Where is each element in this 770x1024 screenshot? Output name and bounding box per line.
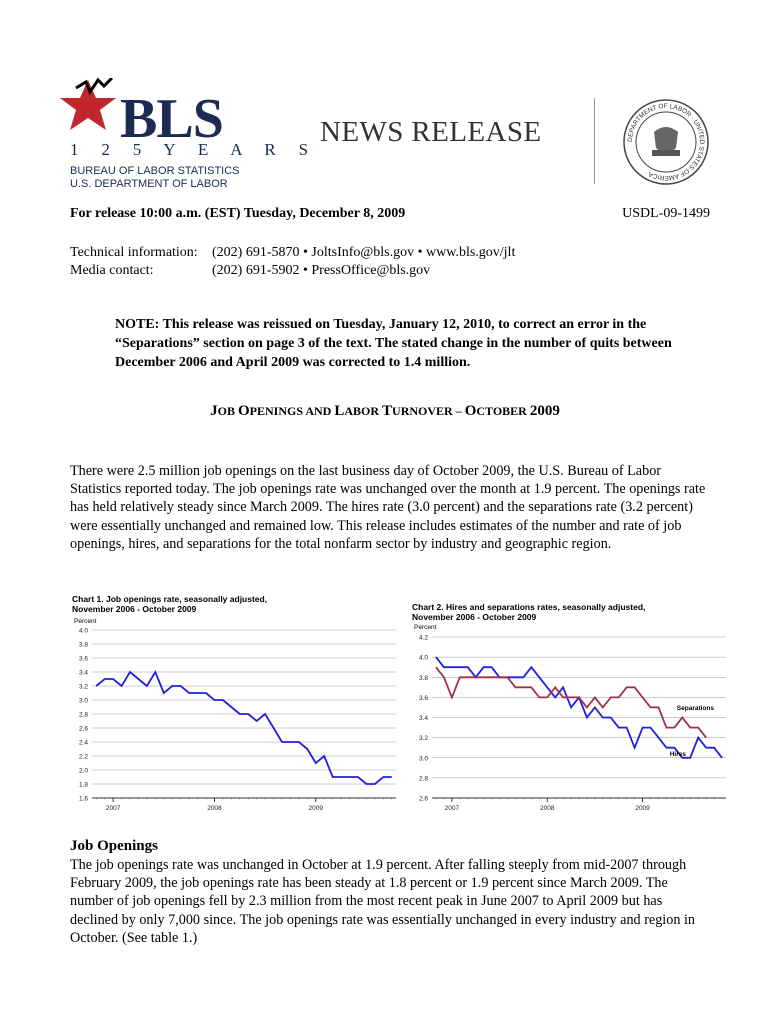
bls-logo-text: BLS	[120, 88, 223, 150]
release-id: USDL-09-1499	[622, 206, 710, 221]
title-part: O	[464, 403, 477, 419]
title-part: L	[334, 403, 345, 419]
chart2-ytick-label: 3.0	[418, 755, 428, 763]
chart1-ytick-label: 2.0	[78, 767, 88, 775]
chart2-ytick-label: 3.6	[418, 694, 428, 702]
bureau-name: BUREAU OF LABOR STATISTICS	[70, 165, 240, 177]
chart1-ytick-label: 2.2	[78, 753, 88, 761]
chart1-title	[72, 594, 267, 614]
chart1-plot	[62, 624, 402, 820]
chart1-xtick-label: 2008	[207, 805, 222, 812]
title-part: OB	[217, 404, 238, 418]
technical-contact-row	[70, 245, 515, 261]
chart1-title-line2: November 2006 - October 2009	[72, 604, 197, 614]
chart2-plot	[404, 630, 734, 820]
chart2-ytick-label: 3.4	[418, 715, 428, 722]
media-contact-value: (202) 691-5902 • PressOffice@bls.gov	[212, 263, 431, 278]
job-openings-heading: Job Openings	[70, 838, 158, 854]
job-openings-paragraph: The job openings rate was unchanged in October at 1.9 percent. After falling steeply from mid-2007 through February 2009, the job openings rate has been steady at 1.8 percent or 1.9 percent since March 2009. The number of job openings fell by 2.3 million from the most recent peak in June 2007 to April 2009 but has declined by only 7,000 since. The job openings rate was essentially unchanged in every industry and region in October. (See table 1.)	[70, 857, 696, 946]
bls-star-logo-icon	[58, 78, 120, 140]
chart1-ytick-label: 3.8	[78, 641, 88, 649]
chart2-ytick-label: 4.2	[418, 634, 428, 642]
chart2-xtick-label: 2009	[635, 805, 650, 812]
technical-contact-label: Technical information:	[70, 245, 198, 260]
title-part: ABOR	[344, 404, 383, 418]
chart2-series-label: Hires	[669, 751, 686, 758]
title-part: 2009	[529, 403, 560, 419]
chart2-xtick-label: 2007	[444, 805, 460, 812]
chart1-ytick-label: 1.8	[78, 781, 88, 789]
chart1-title-line1: Chart 1. Job openings rate, seasonally adjusted,	[72, 594, 268, 604]
chart2-ylabel: Percent	[414, 624, 437, 631]
chart1-ytick-label: 2.6	[78, 725, 88, 733]
chart1-ytick-label: 3.4	[78, 669, 88, 677]
release-date-line: For release 10:00 a.m. (EST) Tuesday, December 8, 2009	[70, 206, 406, 221]
department-name: U.S. DEPARTMENT OF LABOR	[70, 178, 228, 190]
chart2-title	[412, 602, 645, 622]
title-part: T	[382, 403, 393, 419]
chart2-title-line1: Chart 2. Hires and separations rates, seasonally adjusted,	[412, 602, 646, 612]
chart2-xtick-label: 2008	[539, 805, 555, 812]
chart1-ytick-label: 1.6	[78, 795, 88, 803]
chart1-ytick-label: 3.2	[78, 683, 88, 691]
chart2-ytick-label: 3.8	[418, 674, 428, 682]
chart2-ytick-label: 2.8	[418, 775, 428, 783]
chart1-ytick-label: 4.0	[78, 627, 88, 635]
chart1-xtick-label: 2009	[308, 805, 324, 812]
bls-years-text: 1 2 5 Y E A R S	[70, 140, 318, 159]
chart1-ytick-label: 2.4	[78, 739, 88, 747]
chart2-title-line2: November 2006 - October 2009	[412, 612, 537, 622]
intro-paragraph: There were 2.5 million job openings on the last business day of October 2009, the U.S. Bureau of Labor Statistics reported today. The job openings rate was unchanged over the month at 1.9 percent. The openings rate has held relatively steady since March 2009. The hires rate (3.0 percent) and the separations rate (3.2 percent) were essentially unchanged and remained low. This release includes estimates of the number and rate of job openings, hires, and separations for the total nonfarm sector by industry and geographic region.	[70, 463, 706, 552]
chart2-ytick-label: 4.0	[418, 654, 428, 662]
reissue-note: NOTE: This release was reissued on Tuesday, January 12, 2010, to correct an error in the “Separations” section on page 3 of the text. The stated change in the number of quits between December 2006 and April 2009 was corrected to 1.4 million.	[115, 317, 672, 370]
chart1-ylabel: Percent	[74, 618, 97, 625]
media-contact-row	[70, 263, 430, 279]
title-part: PENINGS AND	[249, 404, 335, 418]
report-title	[0, 403, 770, 420]
title-part: CTOBER	[476, 404, 530, 418]
chart2-series-label: Separations	[676, 705, 714, 712]
chart1-ytick-label: 3.0	[78, 697, 88, 705]
chart2-ytick-label: 2.6	[418, 795, 428, 803]
chart1-xtick-label: 2007	[105, 805, 121, 812]
technical-contact-value: (202) 691-5870 • JoltsInfo@bls.gov • www.bls.gov/jlt	[212, 245, 516, 260]
media-contact-label: Media contact:	[70, 263, 154, 278]
header-divider	[594, 98, 595, 184]
seal-text: DEPARTMENT OF LABOR · UNITED STATES OF AMERICA	[626, 102, 706, 182]
title-part: J	[210, 403, 218, 419]
chart2-ytick-label: 3.2	[418, 735, 428, 743]
chart2-series-line-1	[436, 667, 706, 737]
chart1-ytick-label: 2.8	[78, 711, 88, 719]
title-part: URNOVER –	[392, 404, 465, 418]
title-part: O	[237, 403, 250, 419]
chart1-ytick-label: 3.6	[78, 655, 88, 663]
department-of-labor-seal-icon	[622, 98, 710, 186]
news-release-title: NEWS RELEASE	[320, 116, 542, 148]
